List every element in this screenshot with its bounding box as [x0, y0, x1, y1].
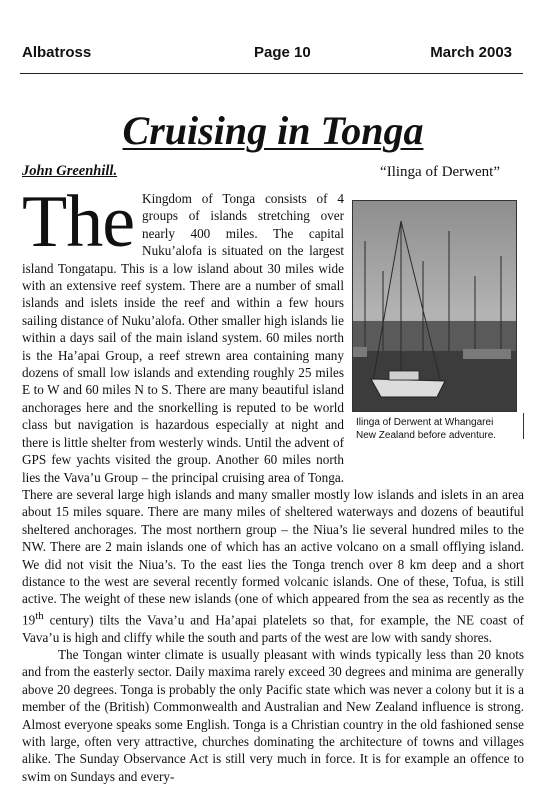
photo-caption — [352, 416, 524, 442]
harbour-photo — [352, 200, 517, 412]
publication-name: Albatross — [22, 44, 92, 61]
yacht-photo-image — [353, 201, 516, 411]
caption-line-2: New Zealand before adventure. — [356, 430, 497, 441]
century-ordinal: th — [35, 609, 44, 622]
caption-line-1: Ilinga of Derwent at Whangarei — [356, 417, 494, 428]
header-rule — [20, 73, 523, 74]
caption-divider — [523, 413, 524, 439]
photo-figure — [352, 200, 524, 470]
article-title: Cruising in Tonga — [122, 108, 424, 153]
century-number: 19 — [22, 612, 36, 628]
paragraph-1-end: century) tilts the Vava’u and Ha’apai platelets so that, for example, the NE coast of Vava’u is high and cliffy while the south and parts of the west are low with sandy shores. — [22, 612, 524, 645]
article-body — [22, 181, 524, 785]
page-header — [22, 44, 522, 64]
issue-date: March 2003 — [430, 44, 512, 61]
vessel-name: “Ilinga of Derwent” — [380, 164, 500, 180]
page-number: Page 10 — [254, 44, 311, 61]
article-author: John Greenhill. — [22, 163, 118, 179]
paragraph-2: The Tongan winter climate is usually pleasant with winds typically less than 20 knots and from the easterly sector. Daily maxima rarely exceed 30 degrees and minima are generally above 20 degrees. Tonga is probably the only Pacific state which was never a colony but it is a member of the (British) Commonwealth and Australian and New Zealand influence is strong. Almost everyone speaks some English. Tonga is a Christian country in the old fashioned sense with large, often very attractive, churches dominating the architecture of towns and villages alike. The Sunday Observance Act is still very much in force. It is for example an offence to swim on Sundays and every- — [22, 646, 524, 784]
drop-cap: The — [22, 181, 135, 263]
paragraph-1-text: Kingdom of Tonga consists of 4 groups of islands stretching over nearly 400 miles. The capital Nuku’alofa is situated on the largest island Tongatapu. This is a low island about 30 miles wide with an extensive reef system. There are a number of small islands and islets inside the reef and within a few hours sailing distance of Nuku’alofa. Other smaller high islands lie within a days sail of the main island system. 60 miles north is the Ha’apai Group, a reef strewn area containing many dozens of small low islands and extending roughly 25 miles E to W and 60 miles N to S. There are many beautiful island anchorages here and the snorkelling is reputed to be world class but navigation is hazardous especially at night and there is little shelter from westerly winds. Until the advent of GPS few yachts visited the group. Another 60 miles north lies the Vava’u Group – the principal cruising area of Tonga. There are several large high islands and many smaller mostly low islands and islets in an area about 15 miles square. There are many miles of sheltered waterways and dozens of beautiful sheltered anchorages. The most northern group – the Niua’s lie several hundred miles to the NW. There are 2 main islands one of which has an active volcano on a small offlying island. We did not visit the Niua’s. To the east lies the Tonga trench over 8 km deep and a short distance to the west are several recently formed volcanic islands. One of these, Tofua, is still active. The weight of these new islands (one of which appeared from the sea as recently as the — [22, 191, 524, 607]
